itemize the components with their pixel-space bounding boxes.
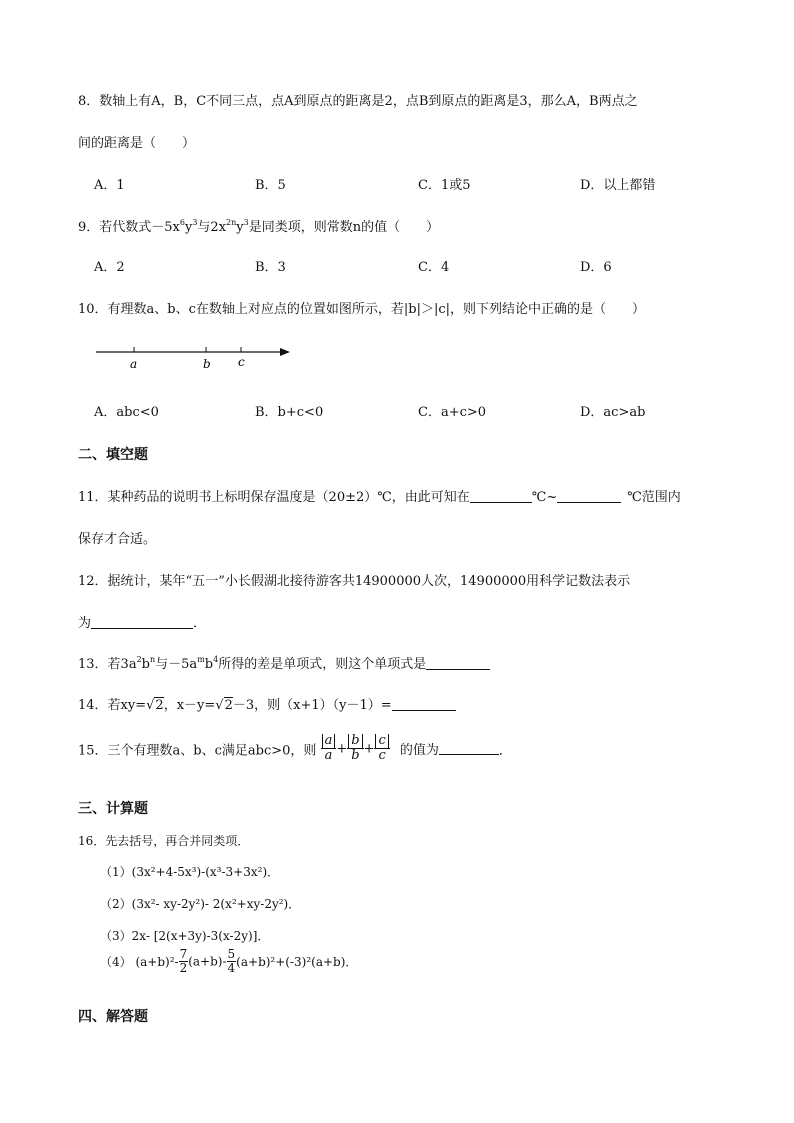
q13-stem: 13．若$3a^2b^n$与$-5a^mb^4$所得的差是单项式，则这个单项式是 bbox=[78, 653, 490, 672]
q9-option-d: D．6 bbox=[580, 260, 612, 275]
q8-option-c: C．1或5 bbox=[418, 178, 471, 193]
q11-blank-1 bbox=[470, 490, 532, 503]
q11-line1: 11．某种药品的说明书上标明保存温度是（20±2）℃，由此可知在 ℃~ ℃范围内 bbox=[78, 490, 681, 505]
q11-blank-2 bbox=[557, 490, 621, 503]
q10-option-b: B．b+c<0 bbox=[255, 405, 324, 420]
q14-stem: 14．若xy=√2，x－y=√2－3，则（x+1）（y－1）= bbox=[78, 694, 456, 713]
q8-line1: 8．数轴上有A，B，C不同三点，点A到原点的距离是2，点B到原点的距离是3，那么A，B两点之 bbox=[78, 94, 638, 109]
q16-item-1: （1）(3x²+4-5x³)-(x³-3+3x²)． bbox=[100, 865, 280, 879]
q16-frac-5-4: $\frac{5}{4}$ bbox=[227, 947, 236, 976]
q15-blank bbox=[439, 742, 499, 755]
q12-line2: 为 ． bbox=[78, 616, 207, 631]
point-b-label: b bbox=[203, 357, 211, 371]
q8-line2: 间的距离是（ ） bbox=[78, 136, 196, 151]
q9-option-b: B．3 bbox=[255, 260, 286, 275]
q15-stem: 15．三个有理数a、b、c满足abc>0，则 $\frac{a}{a}$ + $\frac{b}{b}$ + $\frac{c}{c}$ 的值为 ． bbox=[78, 733, 512, 764]
q10-option-d: D．ac>ab bbox=[580, 405, 646, 420]
section-fill-in: 二、填空题 bbox=[78, 447, 148, 463]
q9-option-c: C．4 bbox=[418, 260, 450, 275]
q13-blank bbox=[426, 657, 490, 670]
q9-option-a: A．2 bbox=[94, 260, 125, 275]
q8-option-d: D．以上都错 bbox=[580, 178, 656, 193]
section-answer: 四、解答题 bbox=[78, 1009, 148, 1025]
q15-frac-a: $\frac{a}{a}$ bbox=[321, 734, 337, 764]
q16-item-2: （2）(3x²- xy-2y²)- 2(x²+xy-2y²)． bbox=[100, 897, 301, 911]
point-a-label: a bbox=[130, 357, 138, 371]
q10-number-line bbox=[94, 340, 294, 372]
q14-blank bbox=[392, 698, 456, 711]
q16-frac-7-2: $\frac{7}{2}$ bbox=[179, 947, 188, 976]
q12-blank bbox=[91, 616, 193, 629]
q8-option-b: B．5 bbox=[255, 178, 286, 193]
q8-option-a: A．1 bbox=[94, 178, 125, 193]
q9-stem: 9．若代数式$-5x^6y^3$与$2x^{2n}y^3$是同类项，则常数n的值（ ） bbox=[78, 218, 440, 235]
q16-item-4: （4） (a+b)²- $\frac{7}{2}$ (a+b)- $\frac{5}{4}$ (a+b)²+(-3)²(a+b)． bbox=[100, 947, 358, 976]
q15-frac-b: $\frac{b}{b}$ bbox=[347, 734, 363, 764]
section-calculation: 三、计算题 bbox=[78, 801, 148, 817]
point-c-label: c bbox=[238, 355, 245, 369]
q16-title: 16．先去括号，再合并同类项． bbox=[78, 834, 250, 848]
q16-item-3: （3）2x- [2(x+3y)-3(x-2y)]． bbox=[100, 929, 270, 943]
q10-stem: 10．有理数a、b、c在数轴上对应点的位置如图所示，若|b|＞|c|，则下列结论中正确的是（ ） bbox=[78, 302, 646, 317]
q12-line1: 12．据统计，某年“五一”小长假湖北接待游客共14900000人次，14900000用科学记数法表示 bbox=[78, 574, 631, 589]
q15-frac-c: $\frac{c}{c}$ bbox=[374, 734, 389, 764]
q11-line2: 保存才合适。 bbox=[78, 532, 157, 547]
q10-option-c: C．a+c>0 bbox=[418, 405, 487, 420]
q10-option-a: A．abc<0 bbox=[94, 405, 159, 420]
